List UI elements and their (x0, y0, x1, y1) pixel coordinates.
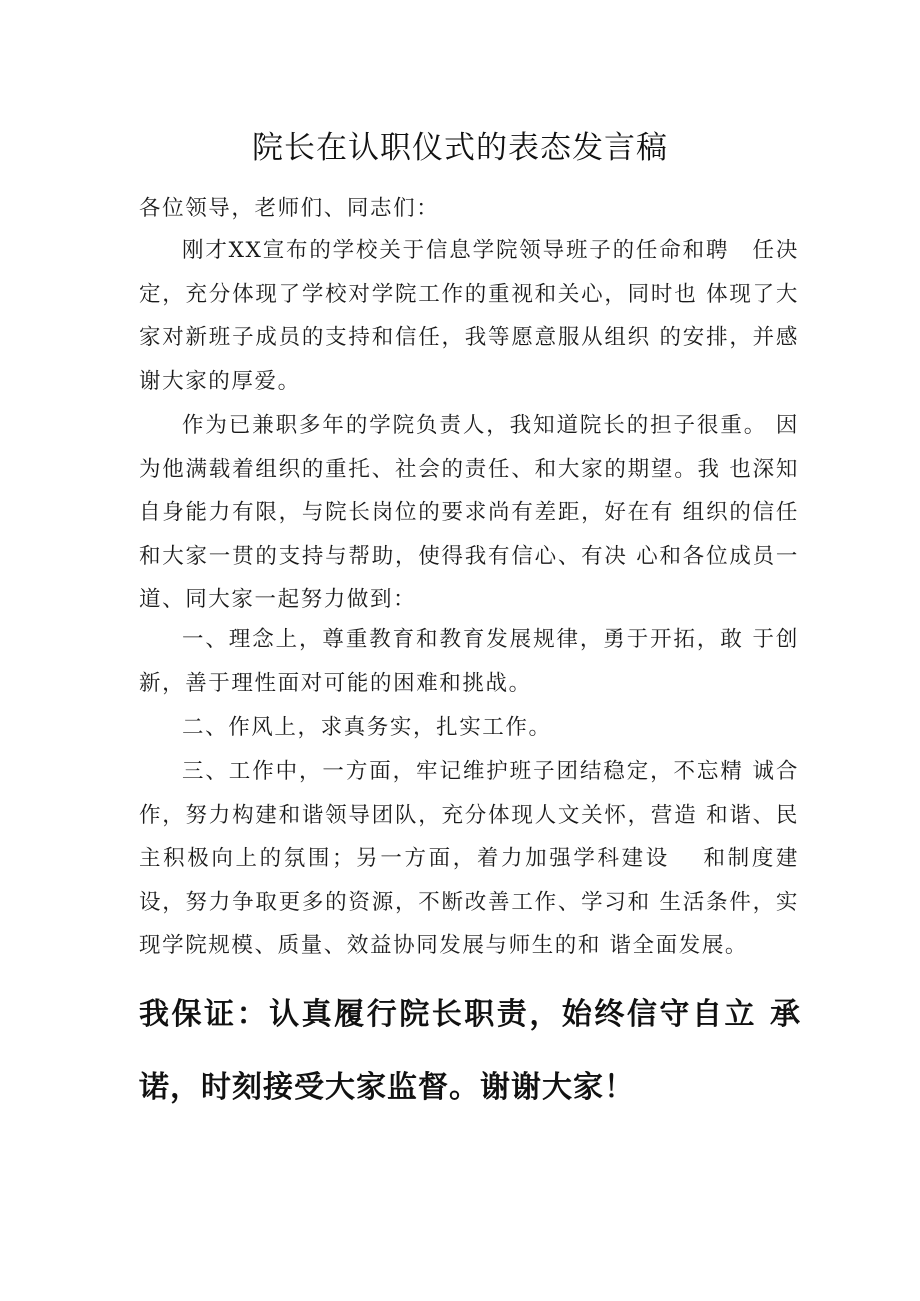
salutation: 各位领导，老师们、同志们： (139, 196, 440, 221)
paragraph-point-one: 一、理念上，尊重教育和教育发展规律，勇于开拓，敢 于创新，善于理性面对可能的困难和挑战。 (139, 627, 799, 696)
closing-pledge: 我保证：认真履行院长职责，始终信守自立 承诺，时刻接受大家监督。谢谢大家！ (139, 997, 801, 1105)
paragraph-appointment: 刚才XX宣布的学校关于信息学院领导班子的任命和聘 任决定，充分体现了学校对学院工作的重视和关心，同时也 体现了大家对新班子成员的支持和信任，我等愿意服从组织 的安排，并感谢大家的厚爱。 (139, 238, 799, 394)
paragraph-responsibility: 作为已兼职多年的学院负责人，我知道院长的担子很重。 因为他满载着组织的重托、社会的责任、和大家的期望。我 也深知自身能力有限，与院长岗位的要求尚有差距，好在有 组织的信任和大家一贯的支持与帮助，使得我有信心、有决 心和各位成员一道、同大家一起努力做到： (139, 413, 799, 612)
paragraph-point-three: 三、工作中，一方面，牢记维护班子团结稳定，不忘精 诚合作，努力构建和谐领导团队，充分体现人文关怀，营造 和谐、民主积极向上的氛围；另一方面，着力加强学科建设 和制度建设，努力争取更多的资源，不断改善工作、学习和 生活条件，实现学院规模、质量、效益协同发展与师生的和 谐全面发展。 (139, 759, 799, 958)
document-title: 院长在认职仪式的表态发言稿 (252, 130, 668, 166)
paragraph-point-two: 二、作风上，求真务实，扎实工作。 (182, 715, 552, 740)
